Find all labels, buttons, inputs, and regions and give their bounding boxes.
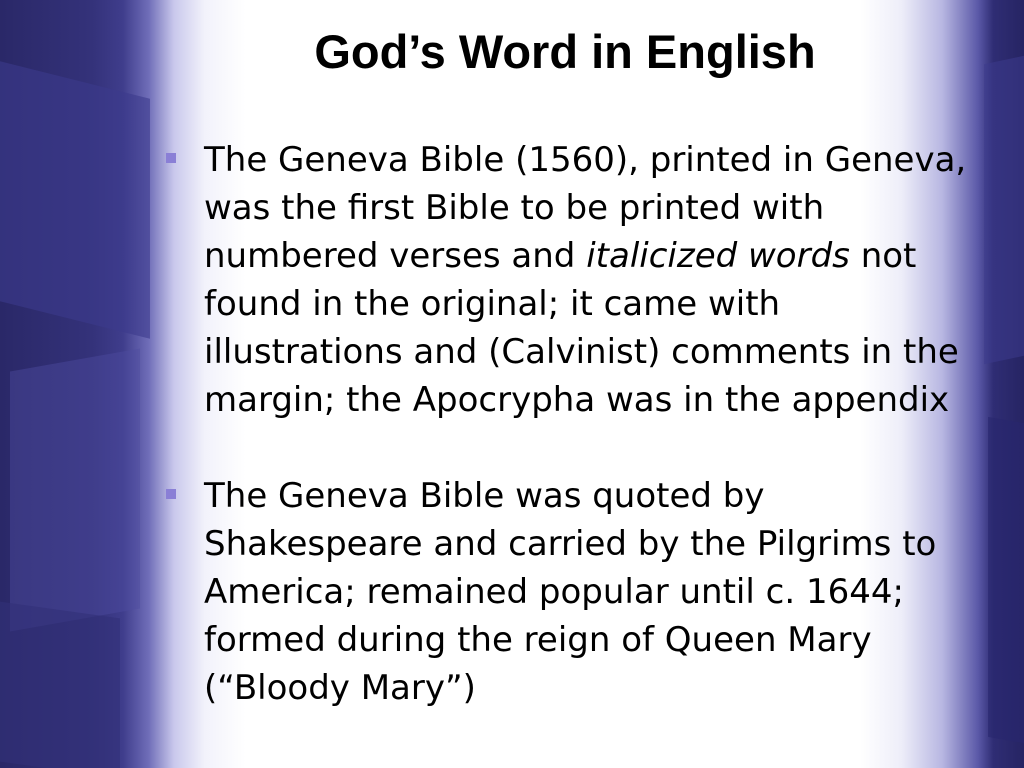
square-bullet-icon <box>166 489 176 499</box>
bullet-text: The Geneva Bible was quoted by Shakespeare and carried by the Pilgrims to America; remained popular until c. 1644; formed during the reign of Queen Mary (“Bloody Mary”) <box>204 476 937 708</box>
bullet-italic-text: italicized words <box>586 236 850 276</box>
square-bullet-icon <box>166 153 176 163</box>
bullet-list <box>166 136 986 712</box>
bullet-text: The Geneva Bible (1560), printed in Geneva, was the first Bible to be printed with numbered verses and <box>204 140 967 276</box>
slide-title: God’s Word in English <box>314 25 816 78</box>
bullet-item <box>166 472 986 712</box>
bullet-text: not found in the original; it came with illustrations and (Calvinist) comments in the margin; the Apocrypha was in the appendix <box>204 236 959 420</box>
bullet-item <box>166 136 986 424</box>
